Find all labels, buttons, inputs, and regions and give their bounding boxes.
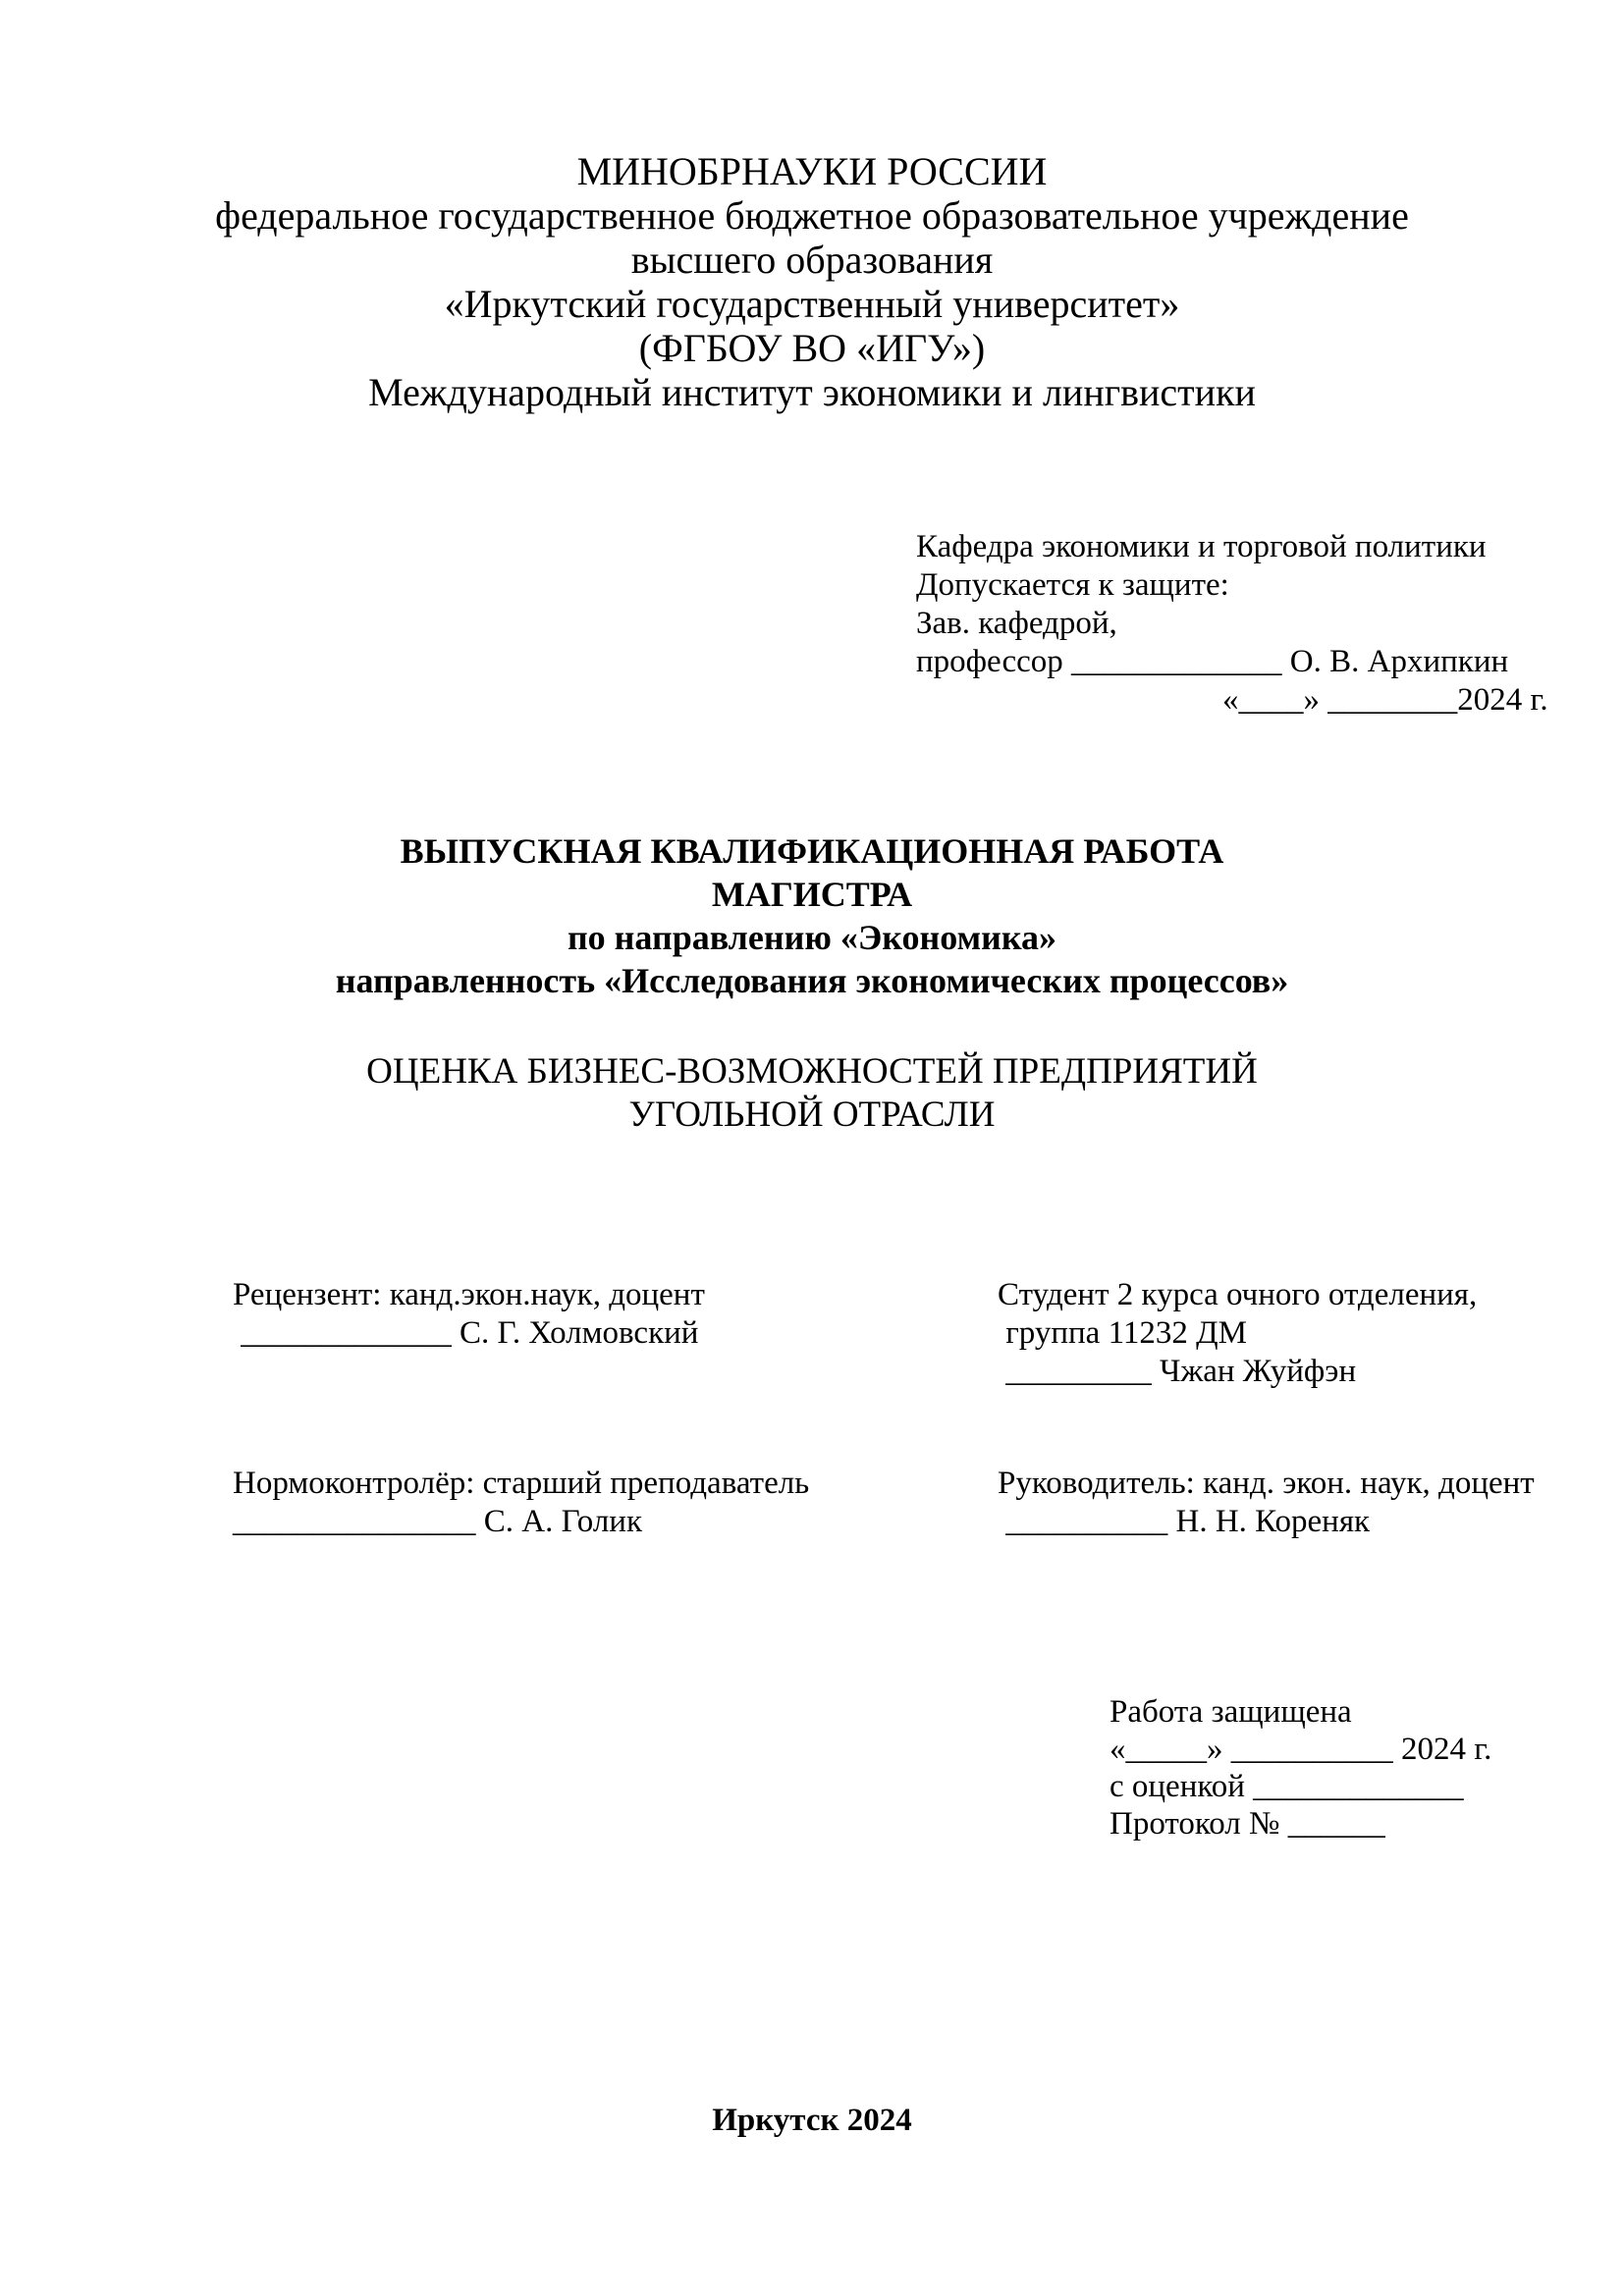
education-level: высшего образования — [630, 238, 994, 282]
study-focus: направленность «Исследования экономических процессов» — [335, 961, 1289, 1000]
head-title: Зав. кафедрой, — [916, 606, 1117, 641]
protocol-line: Протокол № ______ — [1110, 1806, 1385, 1842]
topic-line-2: УГОЛЬНОЙ ОТРАСЛИ — [628, 1095, 996, 1135]
normocontroller-signature-line: _______________ С. А. Голик — [233, 1504, 642, 1539]
university-abbreviation: (ФГБОУ ВО «ИГУ») — [638, 326, 986, 370]
student-role: Студент 2 курса очного отделения, — [998, 1277, 1478, 1312]
admitted-label: Допускается к защите: — [916, 567, 1229, 603]
supervisor-signature-block — [998, 1465, 1535, 1541]
thesis-title-block — [0, 829, 1624, 1002]
student-signature-block — [998, 1276, 1477, 1391]
defense-status: Работа защищена — [1110, 1694, 1352, 1730]
defense-approval-block — [916, 528, 1548, 720]
degree-level: МАГИСТРА — [711, 875, 913, 914]
university-name: «Иркутский государственный университет» — [444, 282, 1180, 326]
institute-name: Международный институт экономики и лингвистики — [368, 370, 1256, 414]
institution-header — [0, 149, 1624, 414]
grade-line: с оценкой _____________ — [1110, 1769, 1464, 1804]
defense-result-block — [1110, 1693, 1491, 1842]
topic-line-1: ОЦЕНКА БИЗНЕС-ВОЗМОЖНОСТЕЙ ПРЕДПРИЯТИЙ — [366, 1051, 1258, 1092]
institution-type: федеральное государственное бюджетное образовательное учреждение — [215, 193, 1409, 238]
thesis-topic — [0, 1050, 1624, 1137]
reviewer-signature-line: _____________ С. Г. Холмовский — [233, 1315, 699, 1351]
student-group: группа 11232 ДМ — [998, 1315, 1247, 1351]
ministry-name: МИНОБРНАУКИ РОССИИ — [576, 149, 1048, 193]
head-signature-line: профессор _____________ О. В. Архипкин — [916, 644, 1509, 679]
normocontroller-signature-block — [233, 1465, 809, 1541]
department-name: Кафедра экономики и торговой политики — [916, 529, 1487, 564]
approval-date-line: «____» ________2024 г. — [1222, 682, 1548, 718]
study-direction: по направлению «Экономика» — [567, 918, 1057, 957]
student-signature-line: _________ Чжан Жуйфэн — [998, 1354, 1357, 1389]
work-type: ВЫПУСКНАЯ КВАЛИФИКАЦИОННАЯ РАБОТА — [400, 831, 1224, 871]
supervisor-role: Руководитель: канд. экон. наук, доцент — [998, 1466, 1535, 1501]
normocontroller-role: Нормоконтролёр: старший преподаватель — [233, 1466, 810, 1501]
city-year: Иркутск 2024 — [712, 2103, 912, 2138]
reviewer-signature-block — [233, 1276, 705, 1353]
supervisor-signature-line: __________ Н. Н. Кореняк — [998, 1504, 1371, 1539]
defense-date-line: «_____» __________ 2024 г. — [1110, 1732, 1492, 1767]
reviewer-role: Рецензент: канд.экон.наук, доцент — [233, 1277, 705, 1312]
